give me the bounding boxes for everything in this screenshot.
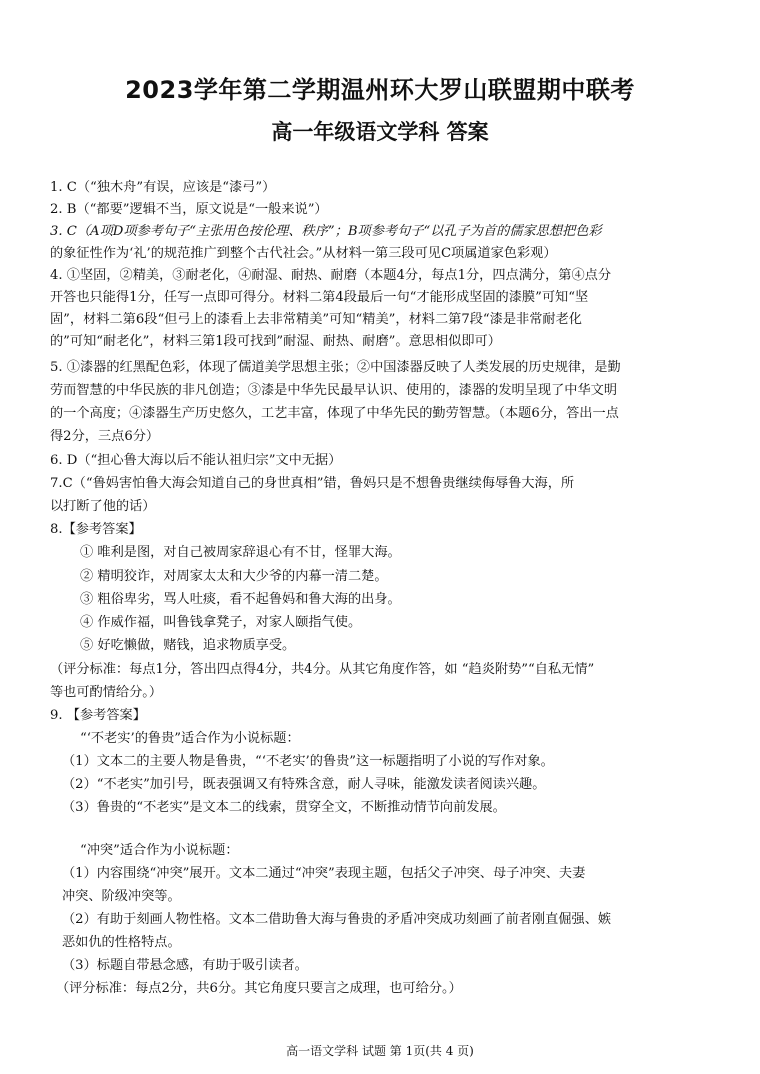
answer-9-option-2-point-2-line-2: 恶如仇的性格特点。 (62, 935, 181, 950)
answer-9-option-2-title: “冲突”适合作为小说标题： (80, 843, 239, 858)
answer-8-point-3: ③ 粗俗卑劣，骂人吐痰，看不起鲁妈和鲁大海的出身。 (80, 592, 401, 607)
answer-3-line-1: 3. C（A项D项参考句子“主张用色按伦理、秩序”；B项参考句子“以孔子为首的儒家思想把色彩 (50, 224, 602, 239)
answer-2: 2. B（“都要”逻辑不当，原文说是“一般来说”） (50, 202, 328, 217)
answer-9-option-1-point-1: （1）文本二的主要人物是鲁贵，“‘不老实’的鲁贵”这一标题指明了小说的写作对象。 (62, 754, 554, 769)
answer-6: 6. D（“担心鲁大海以后不能认祖归宗”文中无据） (50, 453, 342, 468)
answer-4-line-4: 的”可知“耐老化”，材料三第1段可找到”耐湿、耐热、耐磨”。意思相似即可） (50, 334, 501, 349)
answer-9-option-1-point-2: （2）“不老实”加引号，既表强调又有特殊含意，耐人寻味，能激发读者阅读兴趣。 (62, 777, 546, 792)
answer-9-option-2-point-1-line-1: （1）内容围绕“冲突”展开。文本二通过“冲突”表现主题，包括父子冲突、母子冲突、夫妻 (62, 866, 586, 881)
answer-9-option-2-point-1-line-2: 冲突、阶级冲突等。 (62, 889, 181, 904)
answer-5-line-2: 劳而智慧的中华民族的非凡创造；③漆是中华先民最早认识、使用的，漆器的发明呈现了中华文明 (50, 383, 618, 398)
answer-7-line-2: 以打断了他的话） (50, 499, 156, 514)
answer-9-option-2-point-2-line-1: （2）有助于刻画人物性格。文本二借助鲁大海与鲁贵的矛盾冲突成功刻画了前者刚直倔强、嫉 (62, 912, 612, 927)
answer-9-option-1-title: “‘不老实’的鲁贵”适合作为小说标题： (80, 731, 300, 746)
answer-8-point-4: ④ 作威作福，叫鲁钱拿凳子，对家人颐指气使。 (80, 615, 362, 630)
answer-8-point-2: ② 精明狡诈，对周家太太和大少爷的内幕一清二楚。 (80, 569, 388, 584)
answer-4-line-3: 固”，材料二第6段“但弓上的漆看上去非常精美”可知“精美”，材料二第7段“漆是非常耐老化 (50, 312, 582, 327)
answer-8-point-1: ① 唯利是图，对自己被周家辞退心有不甘，怪罪大海。 (80, 545, 401, 560)
answer-9-heading: 9. 【参考答案】 (50, 708, 146, 723)
page-footer: 高一语文学科 试题 第 1页(共 4 页) (286, 1044, 474, 1058)
answer-8-scoring-line-1: （评分标准：每点1分，答出四点得4分，共4分。从其它角度作答，如 “趋炎附势”“自私无情” (50, 662, 595, 677)
answer-4-line-2: 开答也只能得1分，任写一点即可得分。材料二第4段最后一句“才能形成坚固的漆膜”可知“坚 (50, 290, 589, 305)
answer-3-line-2: 的象征性作为‘礼’的规范推广到整个古代社会。”从材料一第三段可见C项属道家色彩观） (50, 246, 557, 261)
answer-5-line-4: 得2分，三点6分） (50, 429, 160, 444)
answer-9-scoring: （评分标准：每点2分，共6分。其它角度只要言之成理，也可给分。） (56, 981, 462, 996)
answer-7-line-1: 7.C（“鲁妈害怕鲁大海会知道自己的身世真相”错，鲁妈只是不想鲁贵继续侮辱鲁大海，所 (50, 476, 575, 491)
answer-8-heading: 8.【参考答案】 (50, 522, 142, 537)
answer-4-line-1: 4. ①坚固，②精美，③耐老化，④耐湿、耐热、耐磨（本题4分，每点1分，四点满分，第④点分 (50, 268, 612, 283)
page-title: 2023学年第二学期温州环大罗山联盟期中联考 (125, 76, 635, 104)
page-subtitle: 高一年级语文学科 答案 (271, 120, 489, 144)
answer-8-point-5: ⑤ 好吃懒做，赌钱，追求物质享受。 (80, 638, 296, 653)
answer-9-option-2-point-3: （3）标题自带悬念感，有助于吸引读者。 (62, 958, 308, 973)
answer-5-line-1: 5. ①漆器的红黑配色彩，体现了儒道美学思想主张；②中国漆器反映了人类发展的历史规律，是勤 (50, 360, 621, 375)
answer-1: 1. C（“独木舟”有误，应该是“漆弓”） (50, 180, 276, 195)
answer-9-option-1-point-3: （3）鲁贵的“不老实”是文本二的线索，贯穿全文，不断推动情节向前发展。 (62, 800, 506, 815)
answer-8-scoring-line-2: 等也可酌情给分。） (50, 685, 163, 700)
answer-5-line-3: 的一个高度；④漆器生产历史悠久，工艺丰富，体现了中华先民的勤劳智慧。（本题6分，答出一点 (50, 406, 619, 421)
